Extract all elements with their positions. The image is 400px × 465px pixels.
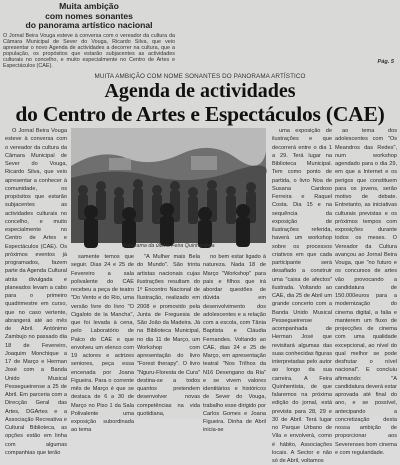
teaser-headline-line1: Muita ambição: [59, 1, 119, 11]
crowd-photo-image: [71, 128, 266, 243]
article-column-3: [137, 253, 200, 417]
article-column-1: [5, 127, 67, 456]
teaser-headline-line3: do panorama artístico nacional: [25, 20, 153, 31]
column-6-text: ao tema dos adolescentes com "Os Meandros das Redes", num workshop agendado para o dia 29, em que a Internet e os perigos que constituem para os jovens, serão motivo de debate. Entretanto, as iniciativas culturais previstas e os próximos tempos com exposições durante todos os meses. O Vereador da Cultura avançou ao Jornal Beira Vouga, que "no futuro e os concursos de artes vão provocando a candidatura de 150.000euros para a modernização do cinema digital, a falia e manterem um fluxo de projecções de cinema com uma qualidade excepcional, ao nível do qual melhor se pode desfrutar o nível nacional". E concluiu afirmando: "A candidatura deverá estar aprovada até final do ano, e se possível, antecipando a concretização desta nossa ambição de proporcionar aos Severenses bom cinema e com regularidade.: [335, 128, 397, 456]
teaser-body: O Jornal Beira Vouga esteve à conversa com o vereador da cultura da Câmara Municipal de Sever do Vouga, Ricardo Silva, que veio apresentar o novo Agenda de actividades a decorrer na cultura, que a população, os propósitos que estarão subjacentes as actividades culturais no concelho, e muito especialmente no Centro de Artes e Espectáculos (CAE).: [3, 32, 175, 70]
article-column-2: [71, 253, 134, 434]
column-4-text: no bem estar ligado à natureza. Nada 18 de Março "Workshop" para pais e filhos que irá abordar questões de dúvida em desenvolvimento dos adolescentes e a relação com a escola, com Tânia Baptista e Cláudia Fernandes. Voltando ao CAE, dias 24 e 25 de Março, em apresentação teatral "Nos Trilhos da N16 Desengano da Ria" e se vivem valores identitários e históricos de Sever do Vouga, trabalho esse dirigido por Carlos Gomes e Joana Figueira. Dinha de Abril inicia-se: [203, 254, 266, 434]
article-headline: [4, 80, 396, 126]
column-3-text: "A Mulher mais Bela do Mundo". São trinta artistas nacionais cujas ilustrações resultam do 1º Encontro Nacional de Ilustração, realizado em 2008 e promovido pela Junta de Freguesia de São João da Madeira. Já na Biblioteca Municipal, no dia 11 de Março, um Workshop com apresentação do livro "Forest therapy". O livro "Nguru-Floresta de Cura" destina-se a todos quantos pretendem desenvolver novas competências na vida quotidiana,: [137, 254, 200, 417]
photo-caption: Panorama da última Feira Quinhentista: [122, 243, 215, 249]
article-photo: [71, 128, 266, 243]
article-column-4: [203, 253, 266, 434]
column-5-text: uma exposição de ilustrações e que decorrerá entre o dia 1 a 29. Terá lugar na Biblioteca Municipal. Tem como ponto de partida, o livro Noa de Susana Cardoso Ferreira e Raquel Costa. Dia 15 e na sequência da exposição de ilustrações referida, haverá um workshop sobre os processos criativos em que cada participante será desafiado a construir uma "caixa de afectos" ilustrada. Voltando ao CAE, dia 25 de Abril um grande concerto com a Banda Unido Musical Pessegueirense acompanhada de Herman José que revisitará algumas das suas conhecidas figuras interpretadas pelo autor ao longo da sua carreira. A Feira Quinhentista, de que falaremos na próxima edição do jornal, está prevista para 28, 29 e 30 de Abril. Terá lugar no Parque Urbano de Vila e envolverá, como é hábito, Associações locais. A Sector e não só de Abril, voltamos: [272, 128, 333, 464]
teaser-box: [3, 2, 175, 69]
article-column-5: [272, 127, 333, 464]
article-kicker: MUITA AMBIÇÃO COM NOME SONANTES DO PANORAMA ARTÍSTICO: [94, 73, 306, 80]
teaser-page-ref: Pág. 5: [377, 59, 394, 65]
teaser-headline-line2: com nomes sonantes: [45, 10, 133, 21]
teaser-headline: [3, 2, 175, 31]
column-1-text: O Jornal Beira Vouga esteve à conversa com o vereador da cultura da Câmara Municipal de Sever do Vouga, Ricardo Silva, que veio apresentar a conhecer à comunidade, os propósitos que estarão subjacentes as actividades culturais no concelho, e muito especialmente no Centro de Artes e Espectáculos (CAE). Os próximos eventos já programados, fazem parte da Agenda Cultural atrás divulgada e planeados levam a cabo para o primeiro quadrimestre em curso, que no caso vertente, abrangerá até ao mês de Abril. Antónimo Zambujo no passado dia 18 de Fevereiro, Joaquim Monchique a 17 de Março e Herman José com a Banda Unido Musical Pessegueirense a 25 de Abril. Em parceria com a Direcção Geral das Artes, DGArtes e a Associação Recreativa e Cultural Biblioteca, as opções estão em linha com algumas companhias que terão: [5, 128, 67, 456]
article-column-6: [335, 127, 397, 456]
article-headline-line2: do Centro de Artes e Espectáculos (CAE): [15, 102, 385, 126]
article-headline-line1: Agenda de actividades: [104, 80, 296, 102]
column-2-text: samente temos que seguir. Dias 24 e 25 de Fevereiro a sala polivalente do CAE recebeu a peça de teatro "Do Vento e do Rio, uma versão livre do livro "O Cigaloto de la Mancha", que foi levada à cena, pelo Laboratório de Palco do CAE e que envolveu um elenco com 19 actores e actrizes seniores, peça essa encenada por Joana Figueira. Para o corrente mês de Março é que se destaca de 6 a 30 de Março no Piso 1 da Sala Polivalente uma exposição subordinada ao tema: [71, 254, 134, 434]
